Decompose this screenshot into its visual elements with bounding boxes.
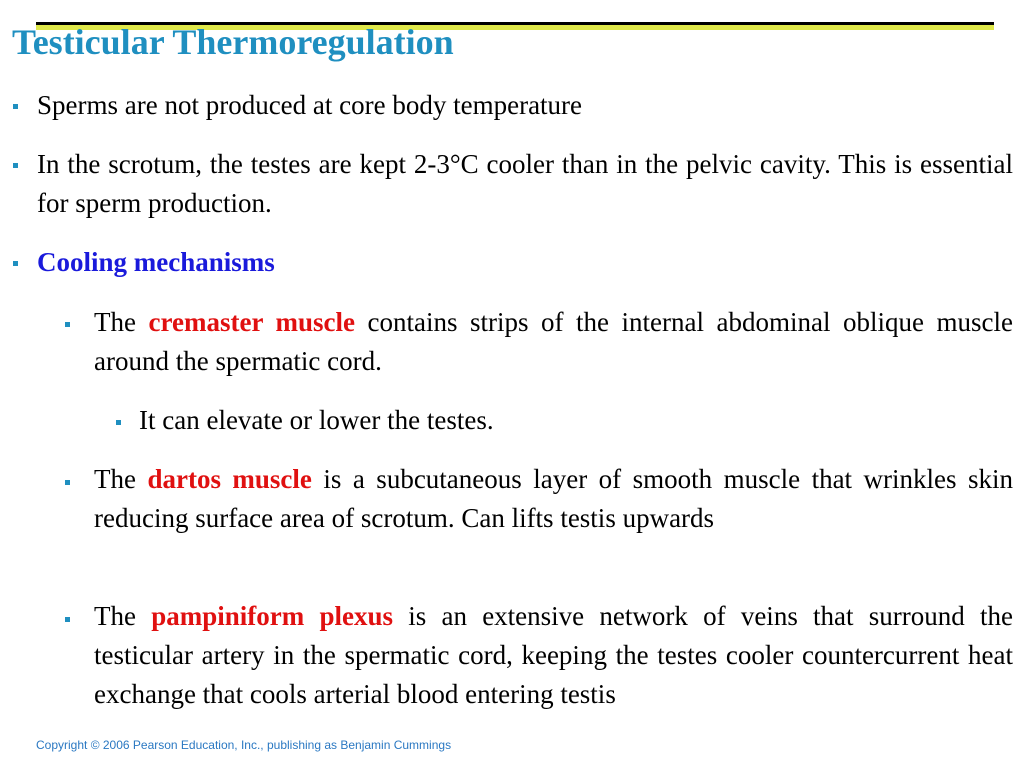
bullet-sperm-temperature <box>37 86 1013 125</box>
term-dartos-muscle: dartos muscle <box>147 464 312 494</box>
sub-sub-bullet-elevate <box>139 401 1013 440</box>
bullet-text: Sperms are not produced at core body temperature <box>37 90 583 120</box>
sub-bullet-marker-icon <box>65 322 70 327</box>
sub-bullet-pampiniform <box>94 597 1013 714</box>
sub-bullet-dartos <box>94 460 1013 538</box>
slide-title: Testicular Thermoregulation <box>12 22 454 62</box>
section-heading: Cooling mechanisms <box>37 247 275 277</box>
sub-bullet-text-pre: The <box>94 601 152 631</box>
sub-bullet-text-post: is an extensive network of veins that surround the testicular artery in the spermatic cord, keeping the testes cooler countercurrent heat exchange that cools arterial blood entering testis <box>94 601 1013 709</box>
sub-bullet-marker-icon <box>65 617 70 622</box>
bullet-text: In the scrotum, the testes are kept 2-3°C cooler than in the pelvic cavity. This is essential for sperm production. <box>37 149 1013 218</box>
sub-bullet-text-pre: The <box>94 464 148 494</box>
sub-bullet-text-post: is a subcutaneous layer of smooth muscle that wrinkles skin reducing surface area of scrotum. Can lifts testis upwards <box>94 464 1013 533</box>
sub-sub-bullet-text: It can elevate or lower the testes. <box>139 405 494 435</box>
bullet-scrotum-cooler <box>37 145 1013 223</box>
copyright-footer: Copyright © 2006 Pearson Education, Inc., publishing as Benjamin Cummings <box>36 738 452 752</box>
sub-sub-bullet-marker-icon <box>116 420 121 425</box>
bullet-marker-icon <box>13 163 18 168</box>
bullet-marker-icon <box>13 261 18 266</box>
bullet-cooling-mechanisms <box>37 243 1013 282</box>
sub-bullet-cremaster <box>94 303 1013 381</box>
term-pampiniform-plexus: pampiniform plexus <box>151 601 393 631</box>
bullet-marker-icon <box>13 104 18 109</box>
sub-bullet-text-post: contains strips of the internal abdominal oblique muscle around the spermatic cord. <box>94 307 1013 376</box>
sub-bullet-marker-icon <box>65 480 70 485</box>
term-cremaster-muscle: cremaster muscle <box>148 307 355 337</box>
sub-bullet-text-pre: The <box>94 307 149 337</box>
